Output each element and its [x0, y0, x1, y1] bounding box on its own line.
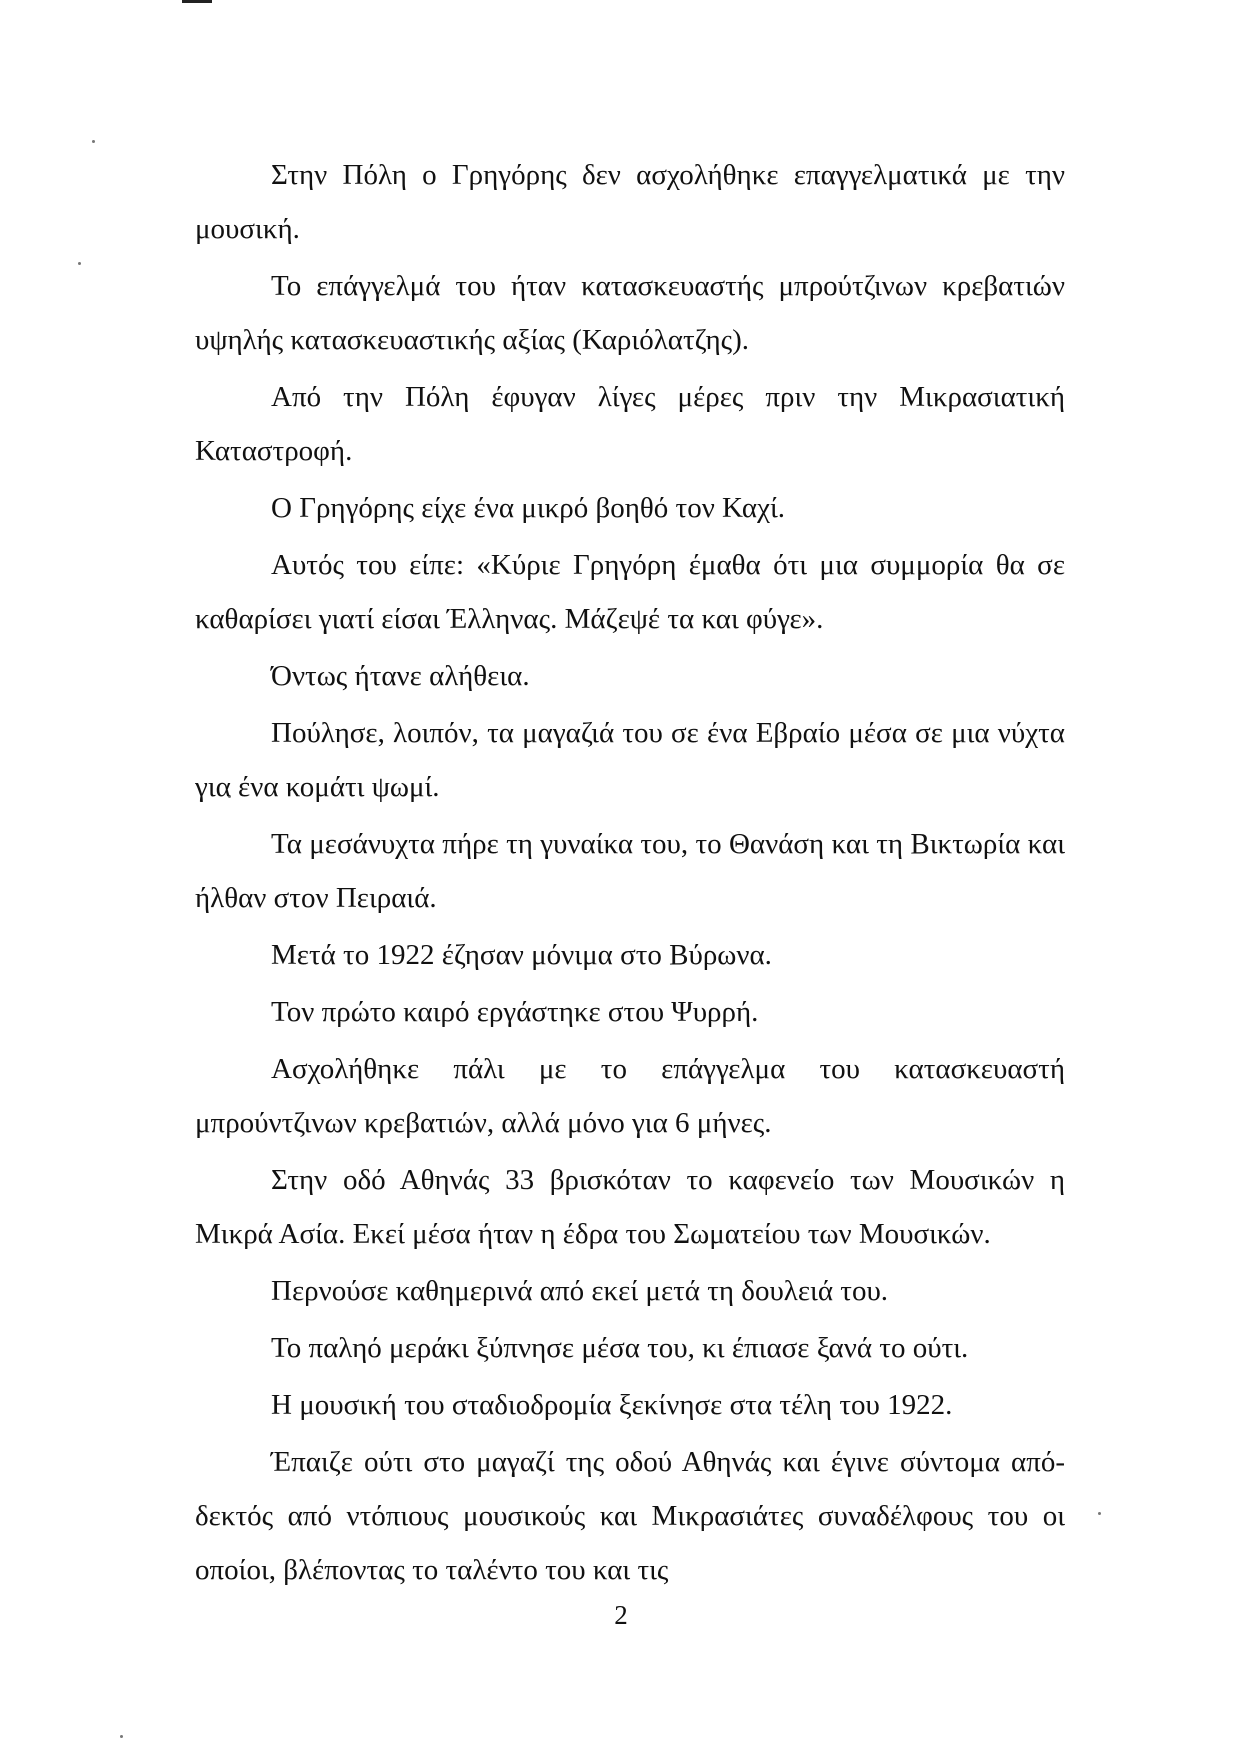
paragraph: Πούλησε, λοιπόν, τα μαγαζιά του σε ένα Εβραίο μέσα σε μια νύχτα για ένα κομάτι ψωμί.: [195, 717, 1065, 803]
page-number: 2: [614, 1600, 628, 1630]
scan-speck: [1098, 1512, 1101, 1515]
paragraph: Στην Πόλη ο Γρηγόρης δεν ασχολήθηκε επαγγελματικά με την μουσική.: [195, 159, 1065, 245]
paragraph: Ο Γρηγόρης είχε ένα μικρό βοηθό τον Καχί.: [271, 492, 786, 524]
paragraph: Έπαιζε ούτι στο μαγαζί της οδού Αθηνάς και έγινε σύντομα από-δεκτός από ντόπιους μουσικούς και Μικρασιάτες συναδέλφους του οι οποίοι, βλέποντας το ταλέντο του και τις: [195, 1446, 1065, 1586]
paragraph: Αυτός του είπε: «Κύριε Γρηγόρη έμαθα ότι μια συμμορία θα σε καθαρίσει γιατί είσαι Έλληνας. Μάζεψέ τα και φύγε».: [195, 549, 1065, 635]
document-body: [195, 148, 1065, 1600]
paragraph: Περνούσε καθημερινά από εκεί μετά τη δουλειά του.: [271, 1275, 889, 1307]
paragraph: Τον πρώτο καιρό εργάστηκε στου Ψυρρή.: [271, 996, 759, 1028]
scan-edge-mark: [182, 0, 212, 3]
paragraph: Ασχολήθηκε πάλι με το επάγγελμα του κατασκευαστή μπρούντζινων κρεβατιών, αλλά μόνο για 6 μήνες.: [195, 1053, 1065, 1139]
paragraph: Η μουσική του σταδιοδρομία ξεκίνησε στα τέλη του 1922.: [271, 1389, 953, 1421]
scan-speck: [92, 140, 95, 143]
scan-speck: [120, 1735, 123, 1738]
scan-speck: [78, 262, 81, 265]
paragraph: Στην οδό Αθηνάς 33 βρισκόταν το καφενείο των Μουσικών η Μικρά Ασία. Εκεί μέσα ήταν η έδρα του Σωματείου των Μουσικών.: [195, 1164, 1065, 1250]
paragraph: Το επάγγελμά του ήταν κατασκευαστής μπρούτζινων κρεβατιών υψηλής κατασκευαστικής αξίας (Καριόλατζης).: [195, 270, 1065, 356]
paragraph: Όντως ήτανε αλήθεια.: [271, 660, 530, 692]
paragraph: Από την Πόλη έφυγαν λίγες μέρες πριν την Μικρασιατική Καταστροφή.: [195, 381, 1065, 467]
paragraph: Τα μεσάνυχτα πήρε τη γυναίκα του, το Θανάση και τη Βικτωρία και ήλθαν στον Πειραιά.: [195, 828, 1065, 914]
paragraph: Μετά το 1922 έζησαν μόνιμα στο Βύρωνα.: [271, 939, 772, 971]
paragraph: Το παληό μεράκι ξύπνησε μέσα του, κι έπιασε ξανά το ούτι.: [271, 1332, 969, 1364]
